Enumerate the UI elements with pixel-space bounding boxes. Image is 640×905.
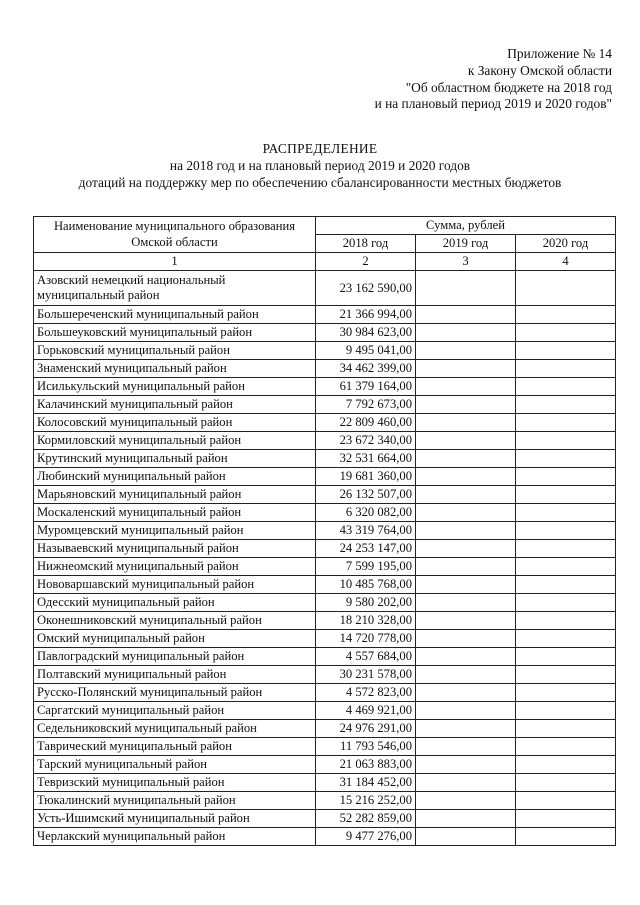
amount-2019 <box>416 414 516 432</box>
amount-2020 <box>516 648 616 666</box>
amount-2020 <box>516 738 616 756</box>
amount-2019 <box>416 540 516 558</box>
municipality-name: Азовский немецкий национальный муниципальный район <box>34 271 316 306</box>
amount-2018: 14 720 778,00 <box>316 630 416 648</box>
amount-2019 <box>416 594 516 612</box>
amount-2019 <box>416 576 516 594</box>
table-row <box>34 738 616 756</box>
column-header-year: 2019 год <box>416 235 516 253</box>
amount-2019 <box>416 396 516 414</box>
amount-2020 <box>516 756 616 774</box>
table-row <box>34 360 616 378</box>
table-row <box>34 342 616 360</box>
table-header-row <box>34 217 616 235</box>
amount-2019 <box>416 522 516 540</box>
table-row <box>34 306 616 324</box>
amount-2018: 7 599 195,00 <box>316 558 416 576</box>
amount-2020 <box>516 306 616 324</box>
amount-2019 <box>416 306 516 324</box>
amount-2018: 4 557 684,00 <box>316 648 416 666</box>
amount-2020 <box>516 450 616 468</box>
municipality-name: Полтавский муниципальный район <box>34 666 316 684</box>
table-row <box>34 324 616 342</box>
amount-2019 <box>416 432 516 450</box>
amount-2020 <box>516 630 616 648</box>
amount-2020 <box>516 828 616 846</box>
municipality-name: Усть-Ишимский муниципальный район <box>34 810 316 828</box>
column-header-year: 2018 год <box>316 235 416 253</box>
table-row <box>34 468 616 486</box>
amount-2018: 9 477 276,00 <box>316 828 416 846</box>
amount-2019 <box>416 558 516 576</box>
amount-2019 <box>416 360 516 378</box>
table-row <box>34 432 616 450</box>
amount-2018: 11 793 546,00 <box>316 738 416 756</box>
amount-2018: 7 792 673,00 <box>316 396 416 414</box>
amount-2019 <box>416 702 516 720</box>
amount-2018: 4 469 921,00 <box>316 702 416 720</box>
table-row <box>34 792 616 810</box>
amount-2020 <box>516 792 616 810</box>
amount-2020 <box>516 324 616 342</box>
municipality-name: Таврический муниципальный район <box>34 738 316 756</box>
municipality-name: Калачинский муниципальный район <box>34 396 316 414</box>
column-number: 4 <box>516 253 616 271</box>
amount-2018: 21 366 994,00 <box>316 306 416 324</box>
table-row <box>34 720 616 738</box>
municipality-name: Знаменский муниципальный район <box>34 360 316 378</box>
table-row <box>34 648 616 666</box>
amount-2020 <box>516 702 616 720</box>
amount-2018: 43 319 764,00 <box>316 522 416 540</box>
amount-2019 <box>416 612 516 630</box>
amount-2020 <box>516 684 616 702</box>
amount-2020 <box>516 558 616 576</box>
municipality-name: Любинский муниципальный район <box>34 468 316 486</box>
municipality-name: Горьковский муниципальный район <box>34 342 316 360</box>
appendix-header-line: и на плановый период 2019 и 2020 годов" <box>374 96 612 112</box>
amount-2019 <box>416 792 516 810</box>
municipality-name: Нижнеомский муниципальный район <box>34 558 316 576</box>
municipality-name: Одесский муниципальный район <box>34 594 316 612</box>
table-row <box>34 271 616 306</box>
amount-2020 <box>516 612 616 630</box>
amount-2020 <box>516 540 616 558</box>
amount-2020 <box>516 432 616 450</box>
amount-2020 <box>516 360 616 378</box>
column-number: 1 <box>34 253 316 271</box>
amount-2018: 15 216 252,00 <box>316 792 416 810</box>
amount-2018: 34 462 399,00 <box>316 360 416 378</box>
amount-2018: 23 672 340,00 <box>316 432 416 450</box>
amount-2018: 9 495 041,00 <box>316 342 416 360</box>
amount-2020 <box>516 468 616 486</box>
amount-2019 <box>416 468 516 486</box>
appendix-header-line: Приложение № 14 <box>507 46 612 61</box>
table-row <box>34 558 616 576</box>
table-row <box>34 486 616 504</box>
amount-2020 <box>516 342 616 360</box>
table-row <box>34 828 616 846</box>
amount-2018: 24 253 147,00 <box>316 540 416 558</box>
amount-2019 <box>416 720 516 738</box>
title-period: на 2018 год и на плановый период 2019 и 2020 годов <box>169 157 471 173</box>
amount-2018: 26 132 507,00 <box>316 486 416 504</box>
column-number: 2 <box>316 253 416 271</box>
table-row <box>34 450 616 468</box>
amount-2018: 30 984 623,00 <box>316 324 416 342</box>
appendix-header <box>375 46 612 113</box>
amount-2018: 19 681 360,00 <box>316 468 416 486</box>
amount-2019 <box>416 342 516 360</box>
table-row <box>34 774 616 792</box>
amount-2018: 32 531 664,00 <box>316 450 416 468</box>
municipality-name: Крутинский муниципальный район <box>34 450 316 468</box>
amount-2019 <box>416 486 516 504</box>
amount-2019 <box>416 630 516 648</box>
column-header-name: Наименование муниципального образования Омской области <box>34 217 316 253</box>
table-row <box>34 540 616 558</box>
amount-2020 <box>516 666 616 684</box>
amount-2018: 24 976 291,00 <box>316 720 416 738</box>
title-main: РАСПРЕДЕЛЕНИЕ <box>262 141 378 156</box>
amount-2020 <box>516 378 616 396</box>
amount-2018: 10 485 768,00 <box>316 576 416 594</box>
amount-2019 <box>416 450 516 468</box>
amount-2019 <box>416 324 516 342</box>
amount-2020 <box>516 720 616 738</box>
municipality-name: Большеуковский муниципальный район <box>34 324 316 342</box>
amount-2019 <box>416 378 516 396</box>
amount-2020 <box>516 594 616 612</box>
amount-2020 <box>516 396 616 414</box>
amount-2019 <box>416 810 516 828</box>
table-row <box>34 594 616 612</box>
amount-2020 <box>516 486 616 504</box>
column-header-sum: Сумма, рублей <box>316 217 616 235</box>
amount-2019 <box>416 271 516 306</box>
column-number: 3 <box>416 253 516 271</box>
municipality-name: Тевризский муниципальный район <box>34 774 316 792</box>
table-row <box>34 612 616 630</box>
table-row <box>34 630 616 648</box>
amount-2019 <box>416 648 516 666</box>
column-header-year: 2020 год <box>516 235 616 253</box>
amount-2020 <box>516 576 616 594</box>
amount-2018: 22 809 460,00 <box>316 414 416 432</box>
table-row <box>34 414 616 432</box>
amount-2020 <box>516 774 616 792</box>
municipality-name: Черлакский муниципальный район <box>34 828 316 846</box>
title-subject: дотаций на поддержку мер по обеспечению сбалансированности местных бюджетов <box>78 174 562 190</box>
document-title <box>0 141 640 191</box>
table-row <box>34 504 616 522</box>
municipality-name: Омский муниципальный район <box>34 630 316 648</box>
municipality-name: Колосовский муниципальный район <box>34 414 316 432</box>
municipality-name: Называевский муниципальный район <box>34 540 316 558</box>
municipality-name: Тюкалинский муниципальный район <box>34 792 316 810</box>
municipality-name: Кормиловский муниципальный район <box>34 432 316 450</box>
appendix-header-line: к Закону Омской области <box>467 62 612 78</box>
amount-2018: 18 210 328,00 <box>316 612 416 630</box>
amount-2019 <box>416 684 516 702</box>
table-body <box>34 271 616 846</box>
amount-2018: 4 572 823,00 <box>316 684 416 702</box>
municipality-name: Павлоградский муниципальный район <box>34 648 316 666</box>
table-row <box>34 684 616 702</box>
budget-table <box>33 216 616 846</box>
amount-2018: 61 379 164,00 <box>316 378 416 396</box>
municipality-name: Русско-Полянский муниципальный район <box>34 684 316 702</box>
municipality-name: Большереченский муниципальный район <box>34 306 316 324</box>
table-row <box>34 666 616 684</box>
amount-2018: 30 231 578,00 <box>316 666 416 684</box>
amount-2018: 31 184 452,00 <box>316 774 416 792</box>
amount-2018: 9 580 202,00 <box>316 594 416 612</box>
municipality-name: Нововаршавский муниципальный район <box>34 576 316 594</box>
appendix-header-line: "Об областном бюджете на 2018 год <box>405 79 612 95</box>
table-column-number-row <box>34 253 616 271</box>
table-row <box>34 756 616 774</box>
table-row <box>34 702 616 720</box>
amount-2019 <box>416 774 516 792</box>
municipality-name: Оконешниковский муниципальный район <box>34 612 316 630</box>
amount-2018: 6 320 082,00 <box>316 504 416 522</box>
table-row <box>34 378 616 396</box>
municipality-name: Седельниковский муниципальный район <box>34 720 316 738</box>
amount-2018: 21 063 883,00 <box>316 756 416 774</box>
municipality-name: Саргатский муниципальный район <box>34 702 316 720</box>
table-row <box>34 576 616 594</box>
amount-2020 <box>516 504 616 522</box>
table-row <box>34 396 616 414</box>
amount-2020 <box>516 271 616 306</box>
table-row <box>34 810 616 828</box>
amount-2019 <box>416 756 516 774</box>
municipality-name: Марьяновский муниципальный район <box>34 486 316 504</box>
municipality-name: Муромцевский муниципальный район <box>34 522 316 540</box>
municipality-name: Тарский муниципальный район <box>34 756 316 774</box>
amount-2020 <box>516 414 616 432</box>
amount-2019 <box>416 666 516 684</box>
amount-2019 <box>416 828 516 846</box>
table-row <box>34 522 616 540</box>
amount-2019 <box>416 738 516 756</box>
amount-2019 <box>416 504 516 522</box>
amount-2020 <box>516 522 616 540</box>
amount-2018: 52 282 859,00 <box>316 810 416 828</box>
municipality-name: Москаленский муниципальный район <box>34 504 316 522</box>
municipality-name: Исилькульский муниципальный район <box>34 378 316 396</box>
amount-2020 <box>516 810 616 828</box>
amount-2018: 23 162 590,00 <box>316 271 416 306</box>
